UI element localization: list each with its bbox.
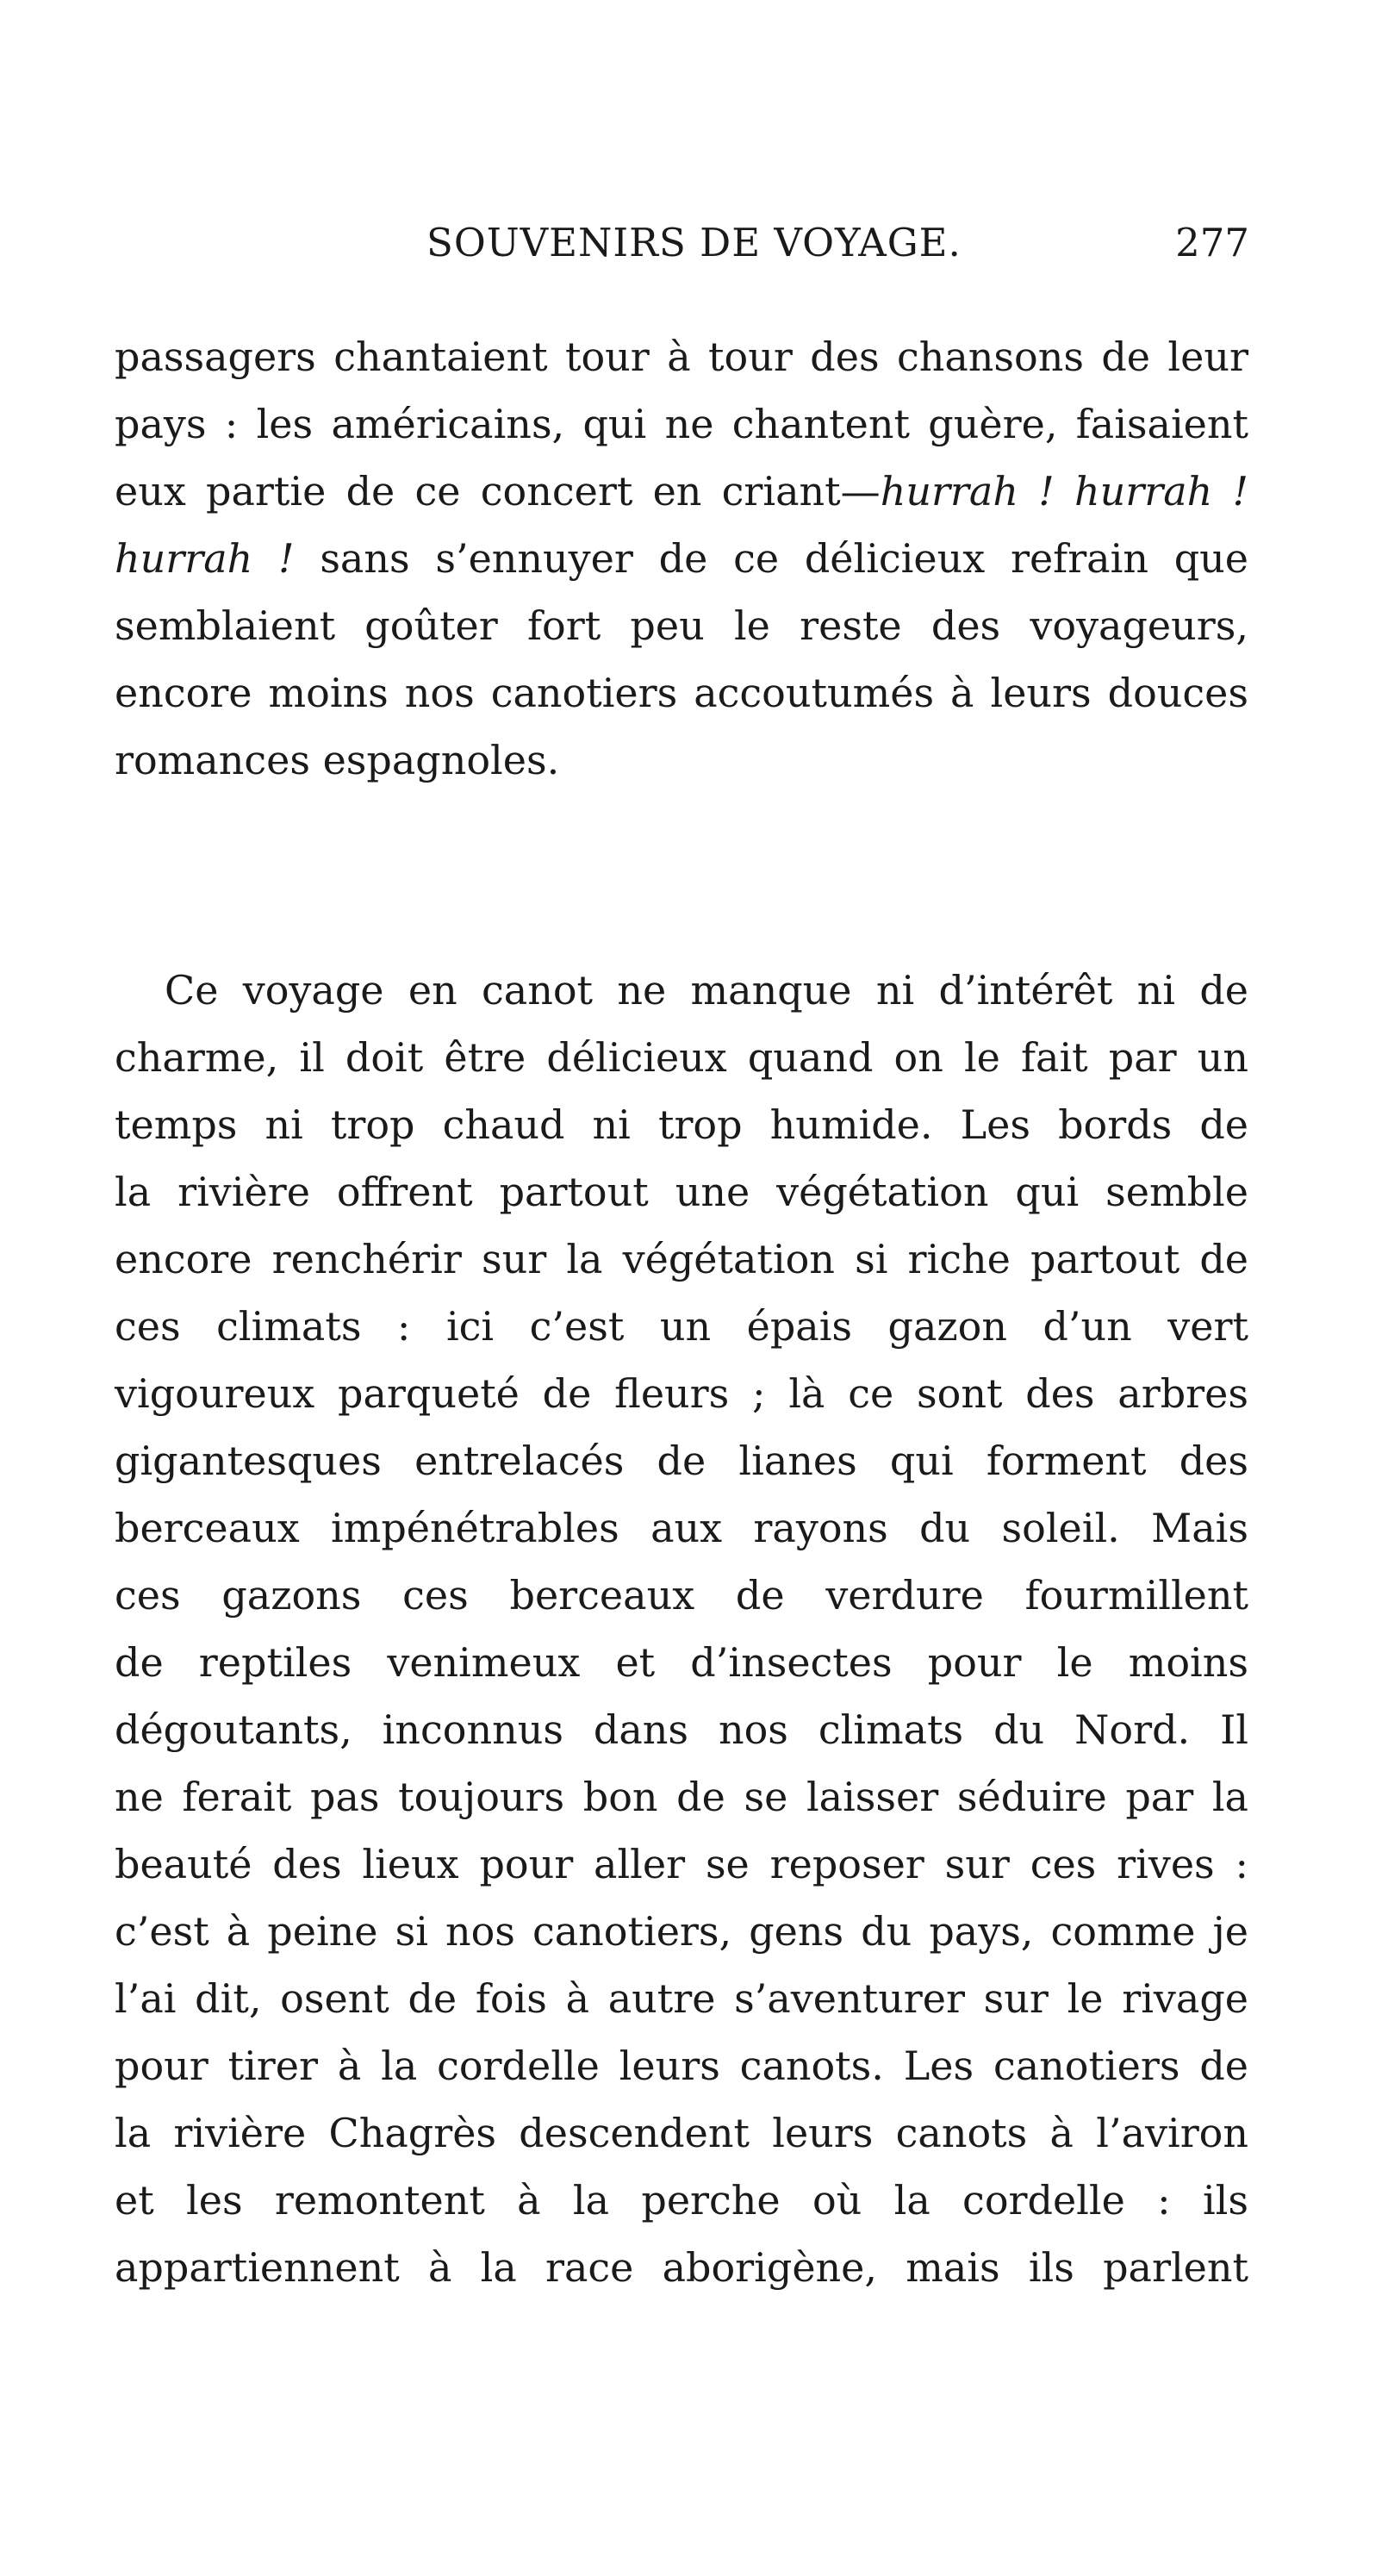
italic-exclamation: hurrah ! (880, 468, 1055, 515)
text-line: Ce voyage en canot ne manque ni d’intérêt ni de (165, 967, 1248, 1014)
text-line: temps ni trop chaud ni trop humide. Les bords de (115, 1101, 1248, 1148)
text-line: charme, il doit être délicieux quand on le fait par un (115, 1034, 1248, 1081)
text-line: pour tirer à la cordelle leurs canots. Les canotiers de (115, 2043, 1248, 2089)
text-line: appartiennent à la race aborigène, mais ils parlent (115, 2244, 1248, 2291)
text-line: la rivière Chagrès descendent leurs canots à l’aviron (115, 2110, 1248, 2156)
text-line: et les remontent à la perche où la cordelle : ils (115, 2177, 1248, 2224)
running-title: SOUVENIRS DE VOYAGE. (426, 220, 962, 265)
running-head (112, 220, 1249, 271)
italic-exclamation: hurrah ! (115, 535, 295, 582)
italic-exclamation: hurrah ! (1074, 468, 1249, 515)
text-line: la rivière offrent partout une végétation qui semble (115, 1169, 1248, 1215)
text-line: semblaient goûter fort peu le reste des voyageurs, (115, 602, 1248, 649)
text-line: ces gazons ces berceaux de verdure fourmillent (115, 1572, 1248, 1619)
paragraph (115, 957, 1248, 2301)
text-line: romances espagnoles. (115, 737, 560, 783)
text-line: dégoutants, inconnus dans nos climats du Nord. Il (115, 1706, 1248, 1753)
text-line: de reptiles venimeux et d’insectes pour le moins (115, 1639, 1248, 1686)
paragraph-continued (115, 323, 1248, 794)
text-line: ne ferait pas toujours bon de se laisser séduire par la (115, 1774, 1248, 1820)
text-line: eux partie de ce concert en criant—hurrah ! hurrah ! (115, 468, 1249, 515)
text-line: encore moins nos canotiers accoutumés à leurs douces (115, 670, 1248, 716)
text-line: gigantesques entrelacés de lianes qui forment des (115, 1438, 1248, 1484)
text-line: encore renchérir sur la végétation si riche partout de (115, 1236, 1248, 1282)
text-line: ces climats : ici c’est un épais gazon d’un vert (115, 1303, 1248, 1350)
text-line: pays : les américains, qui ne chantent guère, faisaient (115, 401, 1248, 447)
text-line: vigoureux parqueté de fleurs ; là ce sont des arbres (115, 1370, 1248, 1417)
text-line: berceaux impénétrables aux rayons du soleil. Mais (115, 1505, 1248, 1551)
text-line: l’ai dit, osent de fois à autre s’aventurer sur le rivage (115, 1975, 1248, 2022)
text-line: beauté des lieux pour aller se reposer sur ces rives : (115, 1841, 1248, 1887)
text-line: hurrah ! sans s’ennuyer de ce délicieux refrain que (115, 535, 1249, 582)
page-number: 277 (1175, 220, 1249, 265)
text-line: passagers chantaient tour à tour des chansons de leur (115, 334, 1248, 380)
text-line: c’est à peine si nos canotiers, gens du pays, comme je (115, 1908, 1248, 1955)
